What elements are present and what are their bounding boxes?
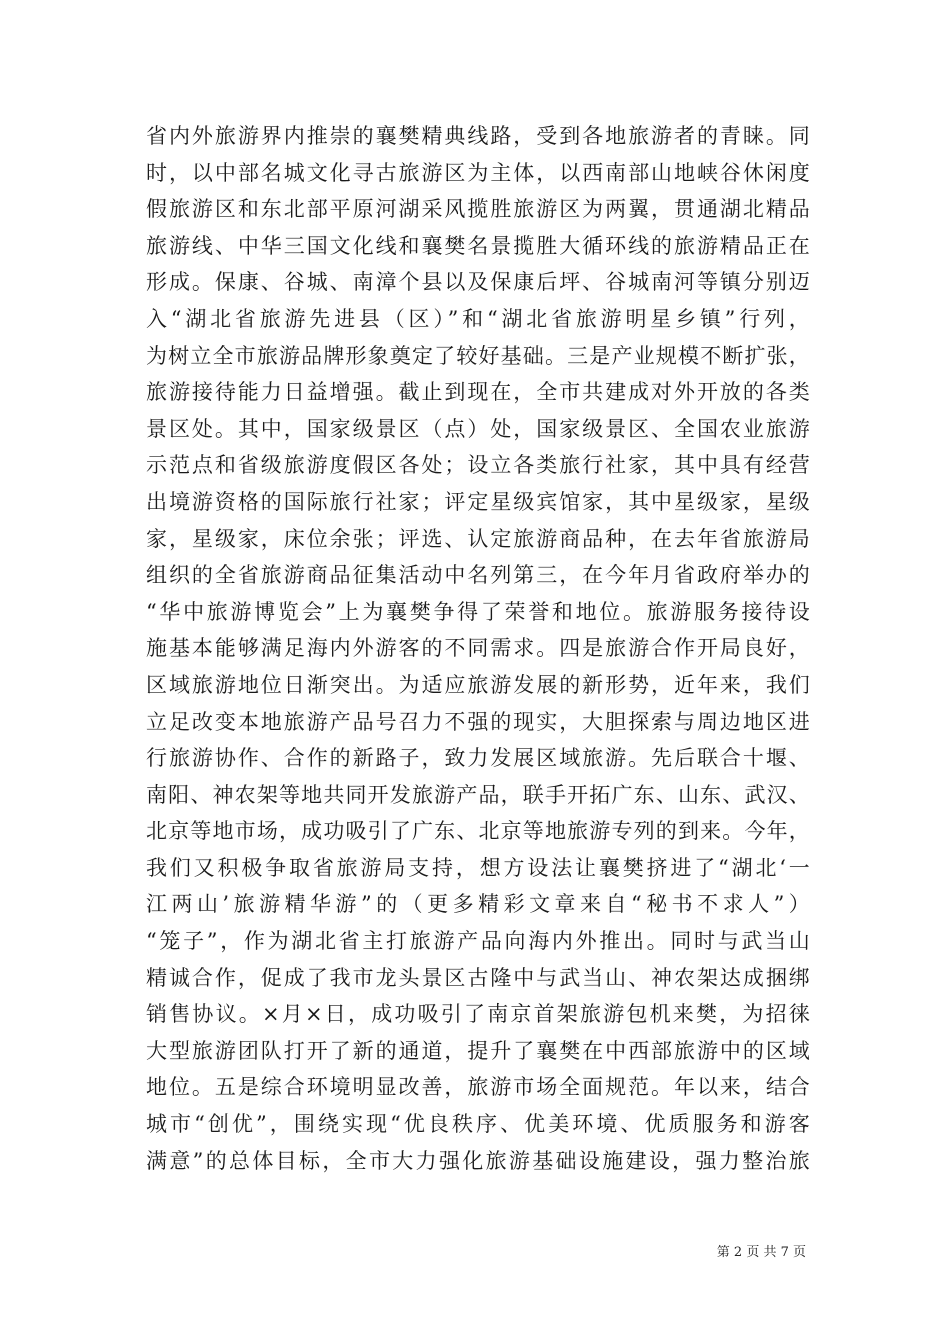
- text-line: 施基本能够满足海内外游客的不同需求。四是旅游合作开局良好，: [146, 636, 810, 661]
- text-line: 精诚合作，促成了我市龙头景区古隆中与武当山、神农架达成捆绑: [146, 965, 810, 990]
- text-line: 销售协议。×月×日，成功吸引了南京首架旅游包机来樊，为招徕: [146, 1002, 810, 1027]
- text-line: 立足改变本地旅游产品号召力不强的现实，大胆探索与周边地区进: [146, 709, 810, 734]
- text-line: 城市“创优”，围绕实现“优良秩序、优美环境、优质服务和游客: [146, 1112, 810, 1137]
- text-line: 满意”的总体目标，全市大力强化旅游基础设施建设，强力整治旅: [146, 1148, 810, 1173]
- page-number: 第 2 页 共 7 页: [716, 1245, 806, 1260]
- text-line: 为树立全市旅游品牌形象奠定了较好基础。三是产业规模不断扩张，: [146, 343, 810, 368]
- text-line: “华中旅游博览会”上为襄樊争得了荣誉和地位。旅游服务接待设: [146, 599, 810, 624]
- text-line: 江两山’旅游精华游”的（更多精彩文章来自“秘书不求人”）: [146, 892, 810, 917]
- text-line: 假旅游区和东北部平原河湖采风揽胜旅游区为两翼，贯通湖北精品: [146, 197, 810, 222]
- text-line: 出境游资格的国际旅行社家；评定星级宾馆家，其中星级家，星级: [146, 489, 810, 514]
- text-line: “笼子”，作为湖北省主打旅游产品向海内外推出。同时与武当山: [146, 929, 810, 954]
- text-line: 北京等地市场，成功吸引了广东、北京等地旅游专列的到来。今年，: [146, 819, 810, 844]
- text-line: 区域旅游地位日渐突出。为适应旅游发展的新形势，近年来，我们: [146, 672, 810, 697]
- text-line: 地位。五是综合环境明显改善，旅游市场全面规范。年以来，结合: [146, 1075, 810, 1100]
- text-line: 旅游线、中华三国文化线和襄樊名景揽胜大循环线的旅游精品正在: [146, 233, 810, 258]
- text-line: 行旅游协作、合作的新路子，致力发展区域旅游。先后联合十堰、: [146, 746, 810, 771]
- text-line: 入“湖北省旅游先进县（区）”和“湖北省旅游明星乡镇”行列，: [146, 306, 810, 331]
- text-line: 我们又积极争取省旅游局支持，想方设法让襄樊挤进了“湖北‘一: [146, 855, 810, 880]
- text-line: 大型旅游团队打开了新的通道，提升了襄樊在中西部旅游中的区域: [146, 1038, 810, 1063]
- text-line: 时，以中部名城文化寻古旅游区为主体，以西南部山地峡谷休闲度: [146, 160, 810, 185]
- text-line: 南阳、神农架等地共同开发旅游产品，联手开拓广东、山东、武汉、: [146, 782, 810, 807]
- text-line: 组织的全省旅游商品征集活动中名列第三，在今年月省政府举办的: [146, 563, 810, 588]
- text-line: 示范点和省级旅游度假区各处；设立各类旅行社家，其中具有经营: [146, 453, 810, 478]
- text-line: 形成。保康、谷城、南漳个县以及保康后坪、谷城南河等镇分别迈: [146, 270, 810, 295]
- text-line: 省内外旅游界内推崇的襄樊精典线路，受到各地旅游者的青睐。同: [146, 124, 810, 148]
- text-line: 旅游接待能力日益增强。截止到现在，全市共建成对外开放的各类: [146, 380, 810, 405]
- body-text: [146, 118, 810, 1179]
- text-line: 景区处。其中，国家级景区（点）处，国家级景区、全国农业旅游: [146, 416, 810, 441]
- text-line: 家，星级家，床位余张；评选、认定旅游商品种，在去年省旅游局: [146, 526, 810, 551]
